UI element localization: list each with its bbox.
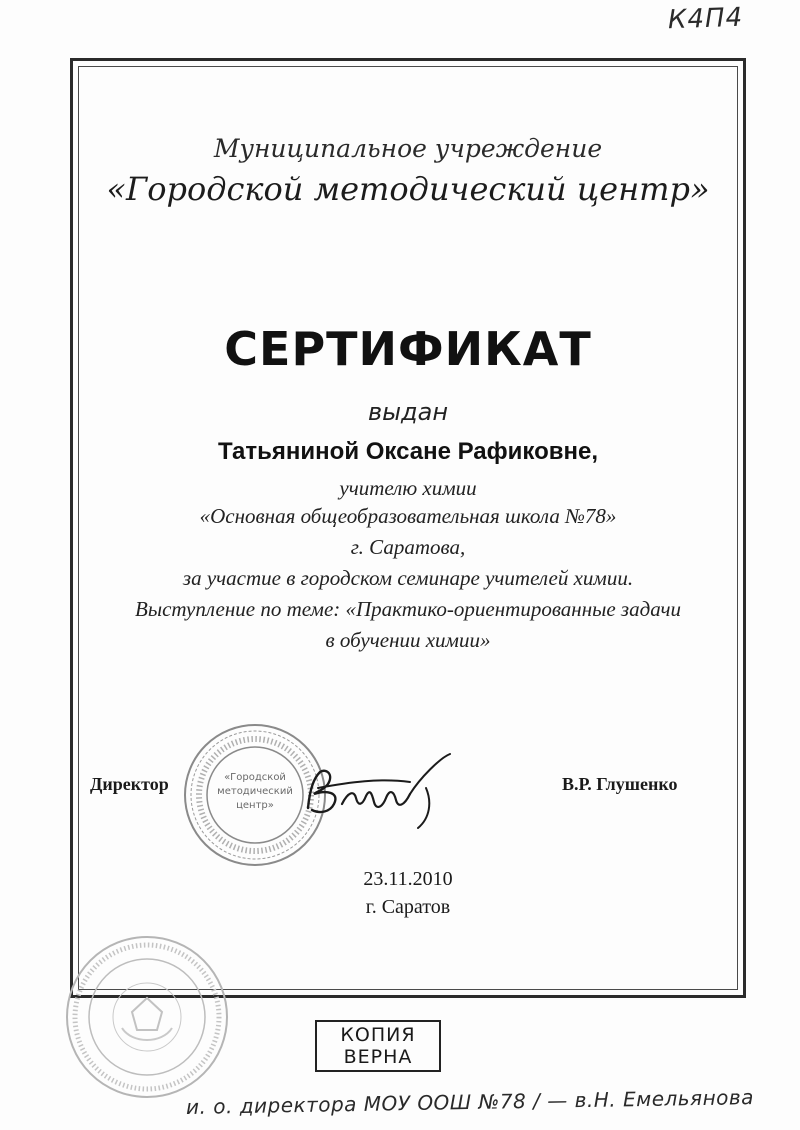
seal-text-3: центр» (236, 800, 274, 811)
director-label: Директор (90, 774, 169, 794)
issued-label: выдан (367, 398, 449, 426)
director-signature (290, 748, 470, 838)
school-name: «Основная общеобразовательная школа №78» (199, 504, 617, 528)
school-seal (62, 932, 232, 1102)
issue-city: г. Саратов (365, 896, 451, 918)
director-name: В.Р. Глушенко (562, 774, 678, 794)
copy-stamp-line-1: КОПИЯ (340, 1024, 416, 1046)
certificate-title: СЕРТИФИКАТ (224, 322, 592, 376)
copy-stamp-line-2: ВЕРНА (343, 1046, 413, 1068)
recipient-name: Татьяниной Оксане Рафиковне, (217, 438, 599, 465)
institution-type: Муниципальное учреждение (213, 134, 603, 163)
institution-name: «Городской методический центр» (106, 170, 710, 208)
copy-verified-stamp (315, 1020, 441, 1072)
seal-text-2: методический (217, 786, 293, 797)
issue-date: 23.11.2010 (363, 868, 453, 890)
recipient-position: учителю химии (339, 476, 477, 500)
participation-text: за участие в городском семинаре учителей химии. (182, 566, 634, 590)
seal-text-1: «Городской (224, 772, 286, 783)
topic-line-1: Выступление по теме: «Практико-ориентированные задачи (135, 597, 681, 621)
topic-line-2: в обучении химии» (325, 628, 491, 652)
handwritten-certification-note: и. о. директора МОУ ООШ №78 / — в.Н. Емельянова (185, 1085, 755, 1119)
school-city: г. Саратова, (350, 535, 466, 559)
corner-handwritten-note: К4П4 (667, 2, 744, 36)
